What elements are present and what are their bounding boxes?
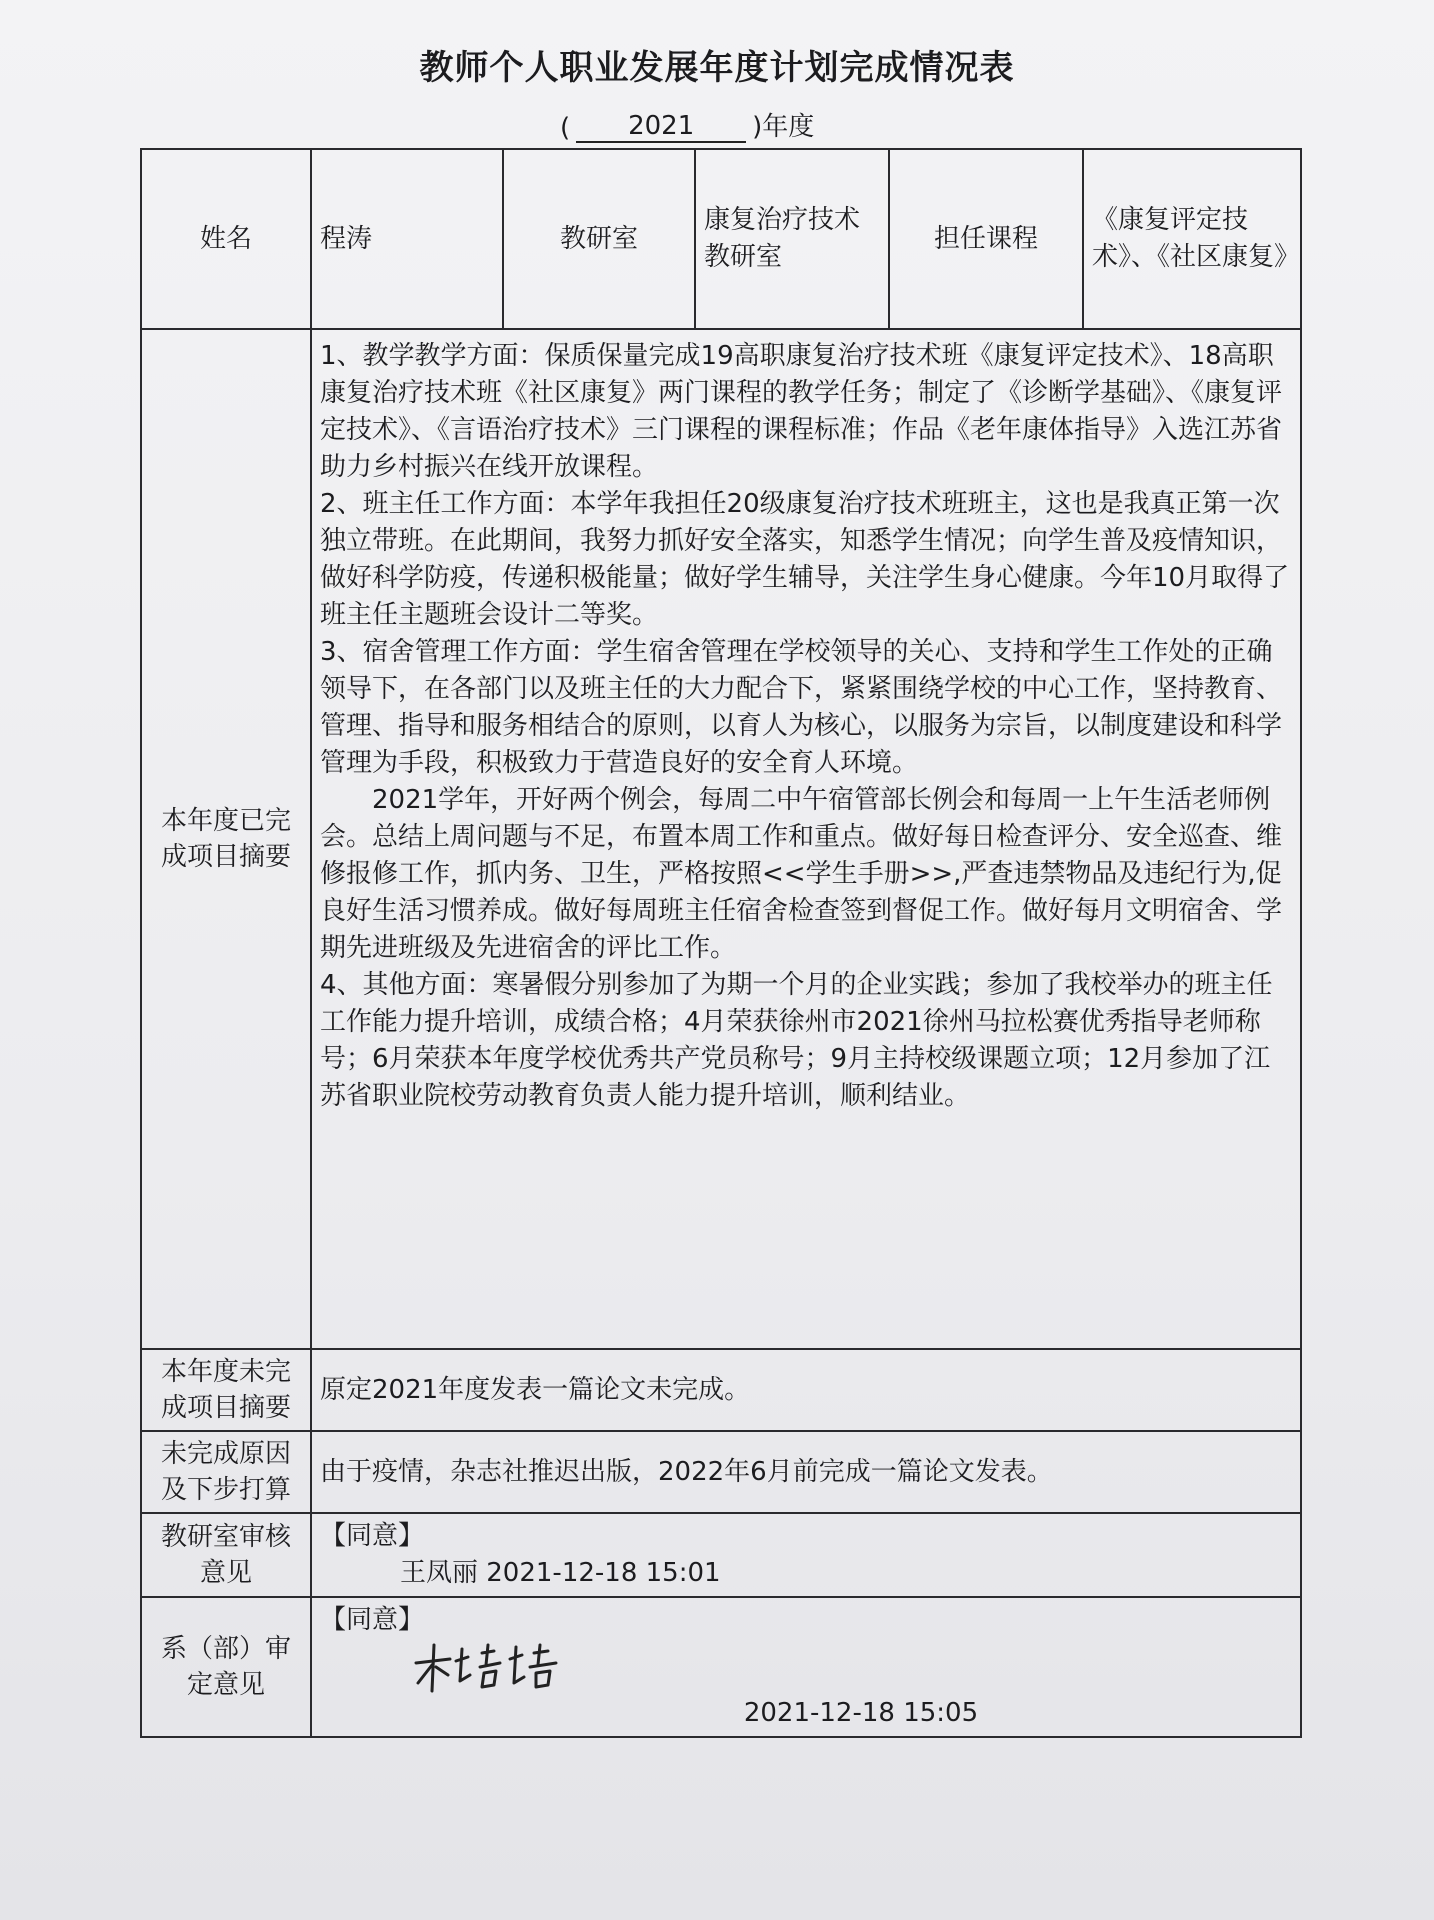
faculty-review-time: 2021-12-18 15:05 (743, 1698, 979, 1728)
faculty-review-label: 系（部）审定意见 (141, 1597, 311, 1737)
year-value: 2021 (576, 111, 746, 143)
completed-paragraph-meetings: 2021学年，开好两个例会，每周二中午宿管部长例会和每周一上午生活老师例会。总结上周问题与不足，布置本周工作和重点。做好每日检查评分、安全巡查、维修报修工作，抓内务、卫生，严格按照<<学生手册>>,严查违禁物品及违纪行为,促良好生活习惯养成。做好每周班主任宿舍检查签到督促工作。做好每月文明宿舍、学期先进班级及先进宿舍的评比工作。 (320, 785, 1283, 963)
completed-paragraph-dormitory: 3、宿舍管理工作方面：学生宿舍管理在学校领导的关心、支持和学生工作处的正确领导下，在各部门以及班主任的大力配合下，紧紧围绕学校的中心工作，坚持教育、管理、指导和服务相结合的原则，以育人为核心，以服务为宗旨，以制度建设和科学管理为手段，积极致力于营造良好的安全育人环境。 (320, 637, 1283, 778)
completed-paragraph-head-teacher: 2、班主任工作方面：本学年我担任20级康复治疗技术班班主，这也是我真正第一次独立带班。在此期间，我努力抓好安全落实，知悉学生情况；向学生普及疫情知识，做好科学防疫，传递积极能量；做好学生辅导，关注学生身心健康。今年10月取得了班主任主题班会设计二等奖。 (320, 489, 1290, 630)
header-row (141, 149, 1301, 329)
dept-reviewer-time: 王凤丽 2021-12-18 15:01 (400, 1558, 721, 1588)
dept-review-row (141, 1513, 1301, 1597)
reason-row (141, 1431, 1301, 1513)
completed-paragraph-other: 4、其他方面：寒暑假分别参加了为期一个月的企业实践；参加了我校举办的班主任工作能力提升培训，成绩合格；4月荣获徐州市2021徐州马拉松赛优秀指导老师称号；6月荣获本年度学校优秀共产党员称号；9月主持校级课题立项；12月参加了江苏省职业院校劳动教育负责人能力提升培训，顺利结业。 (320, 970, 1273, 1111)
course-label: 担任课程 (889, 149, 1083, 329)
year-prefix: ( (560, 113, 571, 143)
handwritten-signature (410, 1639, 580, 1695)
dept-value: 康复治疗技术教研室 (695, 149, 889, 329)
course-value: 《康复评定技术》、《社区康复》 (1083, 149, 1301, 329)
document-title: 教师个人职业发展年度计划完成情况表 (419, 48, 1015, 88)
reason-value: 由于疫情，杂志社推迟出版，2022年6月前完成一篇论文发表。 (311, 1431, 1301, 1513)
name-label: 姓名 (141, 149, 311, 329)
faculty-review-content (311, 1597, 1301, 1737)
faculty-review-decision: 【同意】 (320, 1605, 425, 1635)
uncompleted-value: 原定2021年度发表一篇论文未完成。 (311, 1349, 1301, 1431)
completed-paragraph-teaching: 1、教学教学方面：保质保量完成19高职康复治疗技术班《康复评定技术》、18高职康复治疗技术班《社区康复》两门课程的教学任务；制定了《诊断学基础》、《康复评定技术》、《言语治疗技术》三门课程的课程标准；作品《老年康体指导》入选江苏省助力乡村振兴在线开放课程。 (320, 341, 1283, 482)
completed-label: 本年度已完成项目摘要 (141, 329, 311, 1349)
dept-review-label: 教研室审核意见 (141, 1513, 311, 1597)
completed-row (141, 329, 1301, 1349)
dept-review-decision: 【同意】 (320, 1521, 425, 1551)
faculty-review-row (141, 1597, 1301, 1737)
uncompleted-row (141, 1349, 1301, 1431)
name-value: 程涛 (311, 149, 503, 329)
year-suffix: )年度 (752, 112, 815, 142)
reason-label: 未完成原因及下步打算 (141, 1431, 311, 1513)
plan-completion-table (140, 148, 1302, 1738)
uncompleted-label: 本年度未完成项目摘要 (141, 1349, 311, 1431)
dept-review-content (311, 1513, 1301, 1597)
completed-content (311, 329, 1301, 1349)
year-line (560, 106, 814, 143)
dept-label: 教研室 (503, 149, 695, 329)
